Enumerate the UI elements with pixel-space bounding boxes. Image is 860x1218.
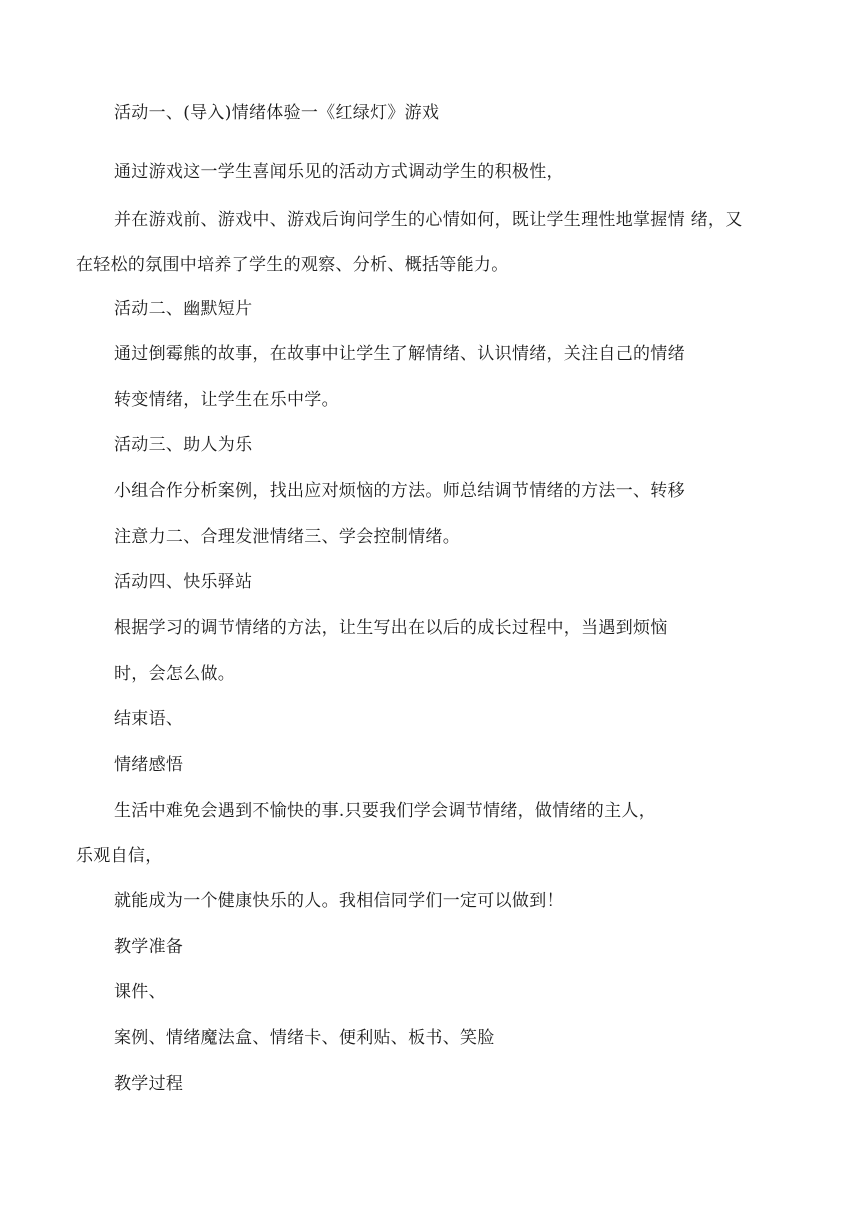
activity-4-heading: 活动四、快乐驿站 xyxy=(114,572,253,592)
paragraph-line: 通过倒霉熊的故事，在故事中让学生了解情绪、认识情绪，关注自己的情绪 xyxy=(114,344,685,364)
paragraph-line: 并在游戏前、游戏中、游戏后询问学生的心情如何，既让学生理性地掌握情 绪，又 xyxy=(114,210,743,230)
paragraph-line: 生活中难免会遇到不愉快的事.只要我们学会调节情绪，做情绪的主人， xyxy=(114,801,657,821)
paragraph-line: 通过游戏这一学生喜闻乐见的活动方式调动学生的积极性， xyxy=(114,162,564,182)
activity-3-heading: 活动三、助人为乐 xyxy=(114,435,253,455)
paragraph-line: 注意力二、合理发泄情绪三、学会控制情绪。 xyxy=(114,527,460,547)
paragraph-line: 乐观自信， xyxy=(76,846,163,866)
closing-heading: 结束语、 xyxy=(114,709,184,729)
activity-2-heading: 活动二、幽默短片 xyxy=(114,299,253,319)
paragraph-line: 时，会怎么做。 xyxy=(114,664,236,684)
teaching-process-heading: 教学过程 xyxy=(114,1074,184,1094)
paragraph-line: 就能成为一个健康快乐的人。我相信同学们一定可以做到！ xyxy=(114,891,564,911)
paragraph-line: 案例、情绪魔法盒、情绪卡、便利贴、板书、笑脸 xyxy=(114,1028,495,1048)
paragraph-line: 根据学习的调节情绪的方法，让生写出在以后的成长过程中，当遇到烦恼 xyxy=(114,618,668,638)
paragraph-line: 转变情绪，让学生在乐中学。 xyxy=(114,390,339,410)
paragraph-line: 课件、 xyxy=(114,982,166,1002)
activity-1-heading: 活动一、(导入)情绪体验一《红绿灯》游戏 xyxy=(114,103,440,123)
paragraph-line: 在轻松的氛围中培养了学生的观察、分析、概括等能力。 xyxy=(76,255,509,275)
paragraph-line: 小组合作分析案例，找出应对烦恼的方法。师总结调节情绪的方法一、转移 xyxy=(114,481,685,501)
teaching-prep-heading: 教学准备 xyxy=(114,937,184,957)
subheading: 情绪感悟 xyxy=(114,755,184,775)
